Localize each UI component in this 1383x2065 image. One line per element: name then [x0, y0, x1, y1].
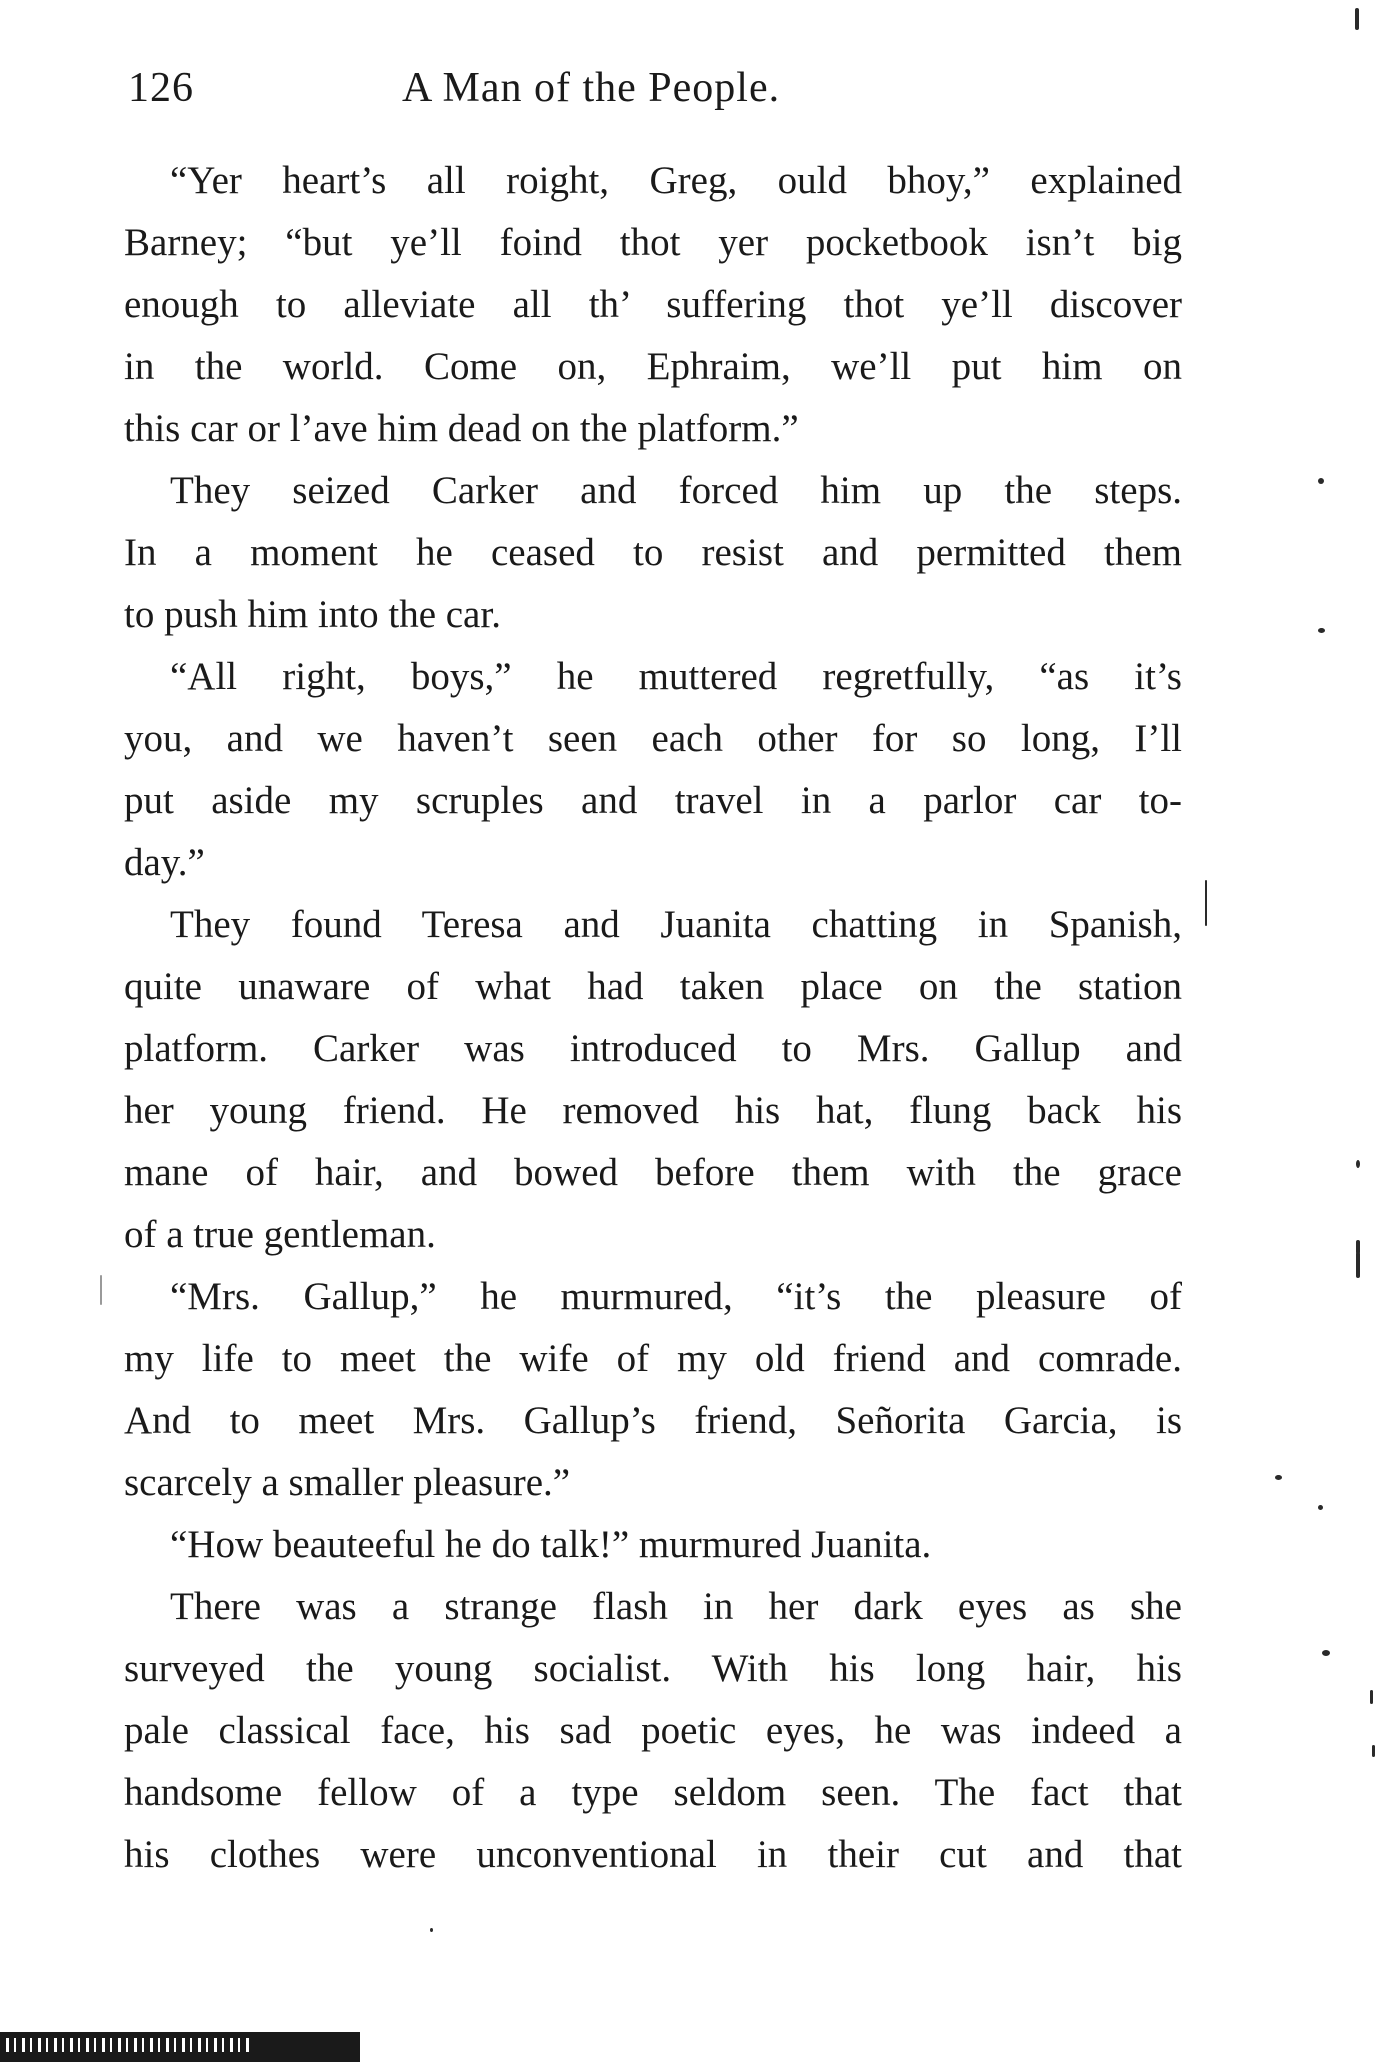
text-line: “All right, boys,” he muttered regretfully, “as it’s — [170, 655, 1182, 698]
text-line: “How beauteeful he do talk!” murmured Juanita. — [170, 1523, 932, 1566]
text-line: quite unaware of what had taken place on the station — [124, 965, 1182, 1008]
paragraph — [124, 1266, 1182, 1514]
text-line: There was a strange flash in her dark eyes as she — [170, 1585, 1182, 1628]
paragraph — [124, 460, 1182, 646]
text-line: Barney; “but ye’ll foind thot yer pocketbook isn’t big — [124, 221, 1182, 264]
text-line: “Mrs. Gallup,” he murmured, “it’s the pleasure of — [170, 1275, 1182, 1318]
scan-speck — [1356, 1252, 1360, 1278]
scan-speck — [1372, 1745, 1375, 1757]
paragraph — [124, 150, 1182, 460]
running-header — [120, 58, 1180, 118]
scan-speck — [1370, 1690, 1373, 1704]
text-line: of a true gentleman. — [124, 1213, 436, 1256]
scan-speck — [1322, 1650, 1330, 1656]
text-line: enough to alleviate all th’ suffering thot ye’ll discover — [124, 283, 1182, 326]
text-line: handsome fellow of a type seldom seen. The fact that — [124, 1771, 1182, 1814]
scan-speck — [1318, 478, 1324, 484]
text-line: And to meet Mrs. Gallup’s friend, Señorita Garcia, is — [124, 1399, 1182, 1442]
scan-speck — [1275, 1475, 1282, 1480]
text-line: his clothes were unconventional in their cut and that — [124, 1833, 1182, 1876]
page-number: 126 — [128, 65, 194, 111]
paragraph — [124, 894, 1182, 1266]
text-line: They found Teresa and Juanita chatting in Spanish, — [170, 903, 1182, 946]
text-line: scarcely a smaller pleasure.” — [124, 1461, 571, 1504]
text-line: put aside my scruples and travel in a parlor car to- — [124, 779, 1182, 822]
paragraph — [124, 1514, 1182, 1576]
body-text — [124, 150, 1182, 1886]
text-line: her young friend. He removed his hat, flung back his — [124, 1089, 1182, 1132]
text-line: In a moment he ceased to resist and permitted them — [124, 531, 1182, 574]
text-line: my life to meet the wife of my old friend and comrade. — [124, 1337, 1182, 1380]
scan-speck — [1356, 1160, 1360, 1168]
scan-speck — [430, 1928, 433, 1932]
scan-speck — [1318, 1505, 1323, 1510]
text-line: to push him into the car. — [124, 593, 501, 636]
scan-edge-artifact — [0, 2032, 360, 2062]
running-title: A Man of the People. — [402, 65, 781, 111]
scan-speck — [1318, 628, 1325, 633]
text-line: pale classical face, his sad poetic eyes, he was indeed a — [124, 1709, 1182, 1752]
text-line: platform. Carker was introduced to Mrs. Gallup and — [124, 1027, 1182, 1070]
scan-speck — [100, 1275, 102, 1305]
paragraph — [124, 646, 1182, 894]
text-line: day.” — [124, 841, 205, 884]
text-line: “Yer heart’s all roight, Greg, ould bhoy,” explained — [170, 159, 1182, 202]
text-line: you, and we haven’t seen each other for so long, I’ll — [124, 717, 1182, 760]
text-line: surveyed the young socialist. With his long hair, his — [124, 1647, 1182, 1690]
text-line: mane of hair, and bowed before them with the grace — [124, 1151, 1182, 1194]
text-line: in the world. Come on, Ephraim, we’ll put him on — [124, 345, 1182, 388]
scan-speck — [1205, 880, 1207, 926]
paragraph — [124, 1576, 1182, 1886]
text-line: this car or l’ave him dead on the platform.” — [124, 407, 799, 450]
scan-speck — [1355, 8, 1359, 30]
text-line: They seized Carker and forced him up the steps. — [170, 469, 1182, 512]
